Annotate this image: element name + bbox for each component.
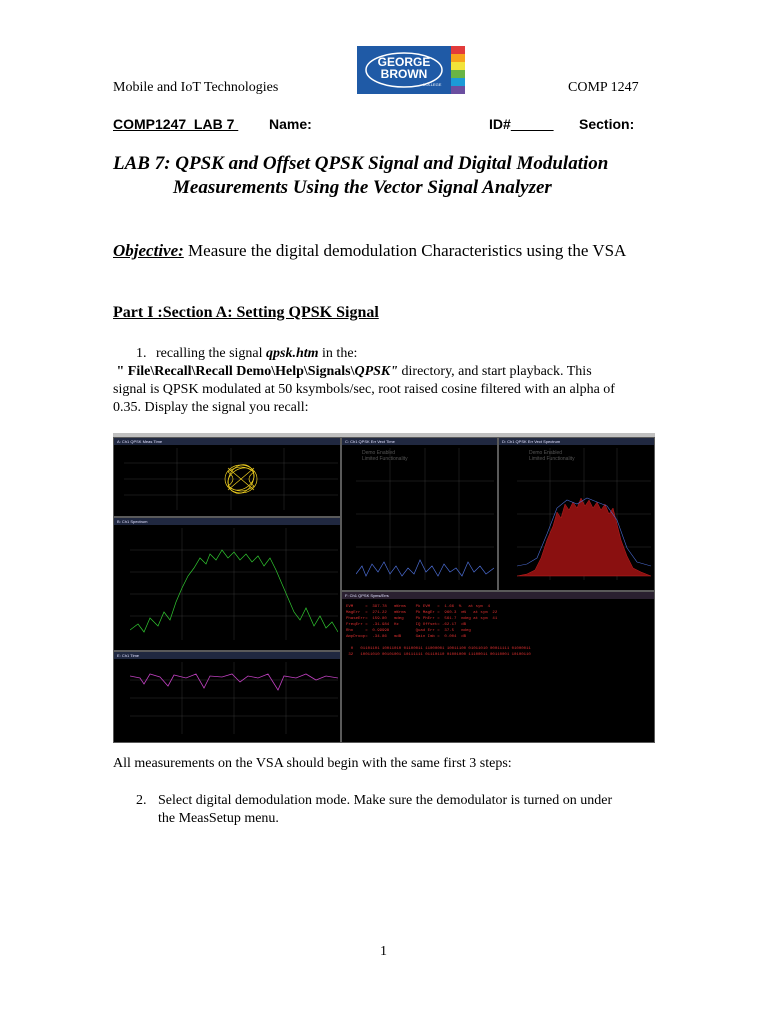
pane-error-vector-spectrum: [498, 437, 655, 591]
pane-f-title: F: Ch1 QPSK Syms/Errs: [345, 593, 389, 598]
step1-line3: signal is QPSK modulated at 50 ksymbols/sec, root raised cosine filtered with an alpha of: [113, 382, 615, 397]
watermark-d-2: Limited Functionality: [529, 456, 575, 462]
step2-line2: the MeasSetup menu.: [158, 811, 279, 826]
step2-number: 2.: [136, 793, 147, 808]
pane-e-title: E: Ch1 Time: [117, 653, 140, 658]
objective-label: Objective:: [113, 241, 184, 260]
pane-constellation: [113, 437, 341, 517]
step1-path: " File\Recall\Recall Demo\Help\Signals\: [113, 364, 355, 379]
svg-text:BROWN: BROWN: [380, 67, 428, 81]
step1-rest: directory, and start playback. This: [398, 364, 592, 379]
lab-label: COMP1247 LAB 7: [113, 116, 239, 132]
pane-a-title: A: Ch1 QPSK Meas Time: [117, 439, 163, 444]
pane-c-title: C: Ch1 QPSK Err Vect Time: [345, 439, 395, 444]
step1-after-file: in the:: [318, 346, 358, 361]
pane-time: [113, 651, 341, 743]
step1-path-dir: QPSK": [354, 364, 399, 379]
lab-title-line1: LAB 7: QPSK and Offset QPSK Signal and Digital Modulation: [113, 153, 609, 174]
page-number: 1: [380, 944, 387, 959]
step1-line4: 0.35. Display the signal you recall:: [113, 400, 309, 415]
pane-error-vector-time: [341, 437, 498, 591]
pane-d-title: D: Ch1 QPSK Err Vect Spectrum: [502, 439, 561, 444]
lab-title-line2: Measurements Using the Vector Signal Analyzer: [173, 177, 552, 198]
after-image-text: All measurements on the VSA should begin with the same first 3 steps:: [113, 756, 512, 771]
college-logo: [357, 46, 465, 94]
objective: [113, 241, 626, 261]
pane-spectrum: [113, 517, 341, 651]
step1-number: 1.: [136, 346, 147, 361]
name-label: Name:: [269, 116, 312, 132]
step1-line2: [113, 363, 592, 381]
step2-line1: Select digital demodulation mode. Make sure the demodulator is turned on under: [158, 793, 613, 808]
watermark-c-1: Demo Enabled: [362, 450, 396, 456]
vsa-screenshot: [113, 433, 655, 743]
section-label: Section:: [579, 116, 635, 132]
symbol-table: EVM = 397.78 m%rms Pk EVM = 1.66 % at sym 4 MagErr = 271.22 m%rms Pk MagEr = 960.3 m% at sym 22 PhaseErr= 159.80 mdeg Pk PhErr = 561.7 mdeg at sym 41 FreqErr = -31.984 Hz IQ Offset= -62.17 dB Rho = 0.99998 Quad Err = 37.5 mdeg AmpDroop= -34.86 mdB Gain Imb = 0.004 dB 0 01101101 10011010 01100011 11000001 10011100 01011010 00011111 01000011 32 10011010 00101001 10111111 01110110 01001000 11100011 00110001 10100110: [346, 605, 531, 657]
watermark-c-2: Limited Functionality: [362, 456, 408, 462]
id-blank: [511, 116, 554, 132]
part-heading: Part I :Section A: Setting QPSK Signal: [113, 304, 379, 321]
objective-text: Measure the digital demodulation Characteristics using the VSA: [183, 241, 627, 260]
svg-text:COLLEGE: COLLEGE: [422, 82, 442, 87]
course-name: Mobile and IoT Technologies: [113, 80, 279, 95]
id-label: ID#: [489, 116, 511, 132]
svg-text:GEORGE: GEORGE: [377, 55, 431, 69]
pane-symbols-errors: [341, 591, 655, 743]
step1-line1: [136, 345, 357, 363]
pane-b-title: B: Ch1 Spectrum: [117, 519, 148, 524]
step1-lead: recalling the signal: [156, 346, 267, 361]
watermark-d-1: Demo Enabled: [529, 450, 563, 456]
step1-file: qpsk.htm: [266, 346, 319, 361]
course-code: COMP 1247: [568, 80, 639, 95]
